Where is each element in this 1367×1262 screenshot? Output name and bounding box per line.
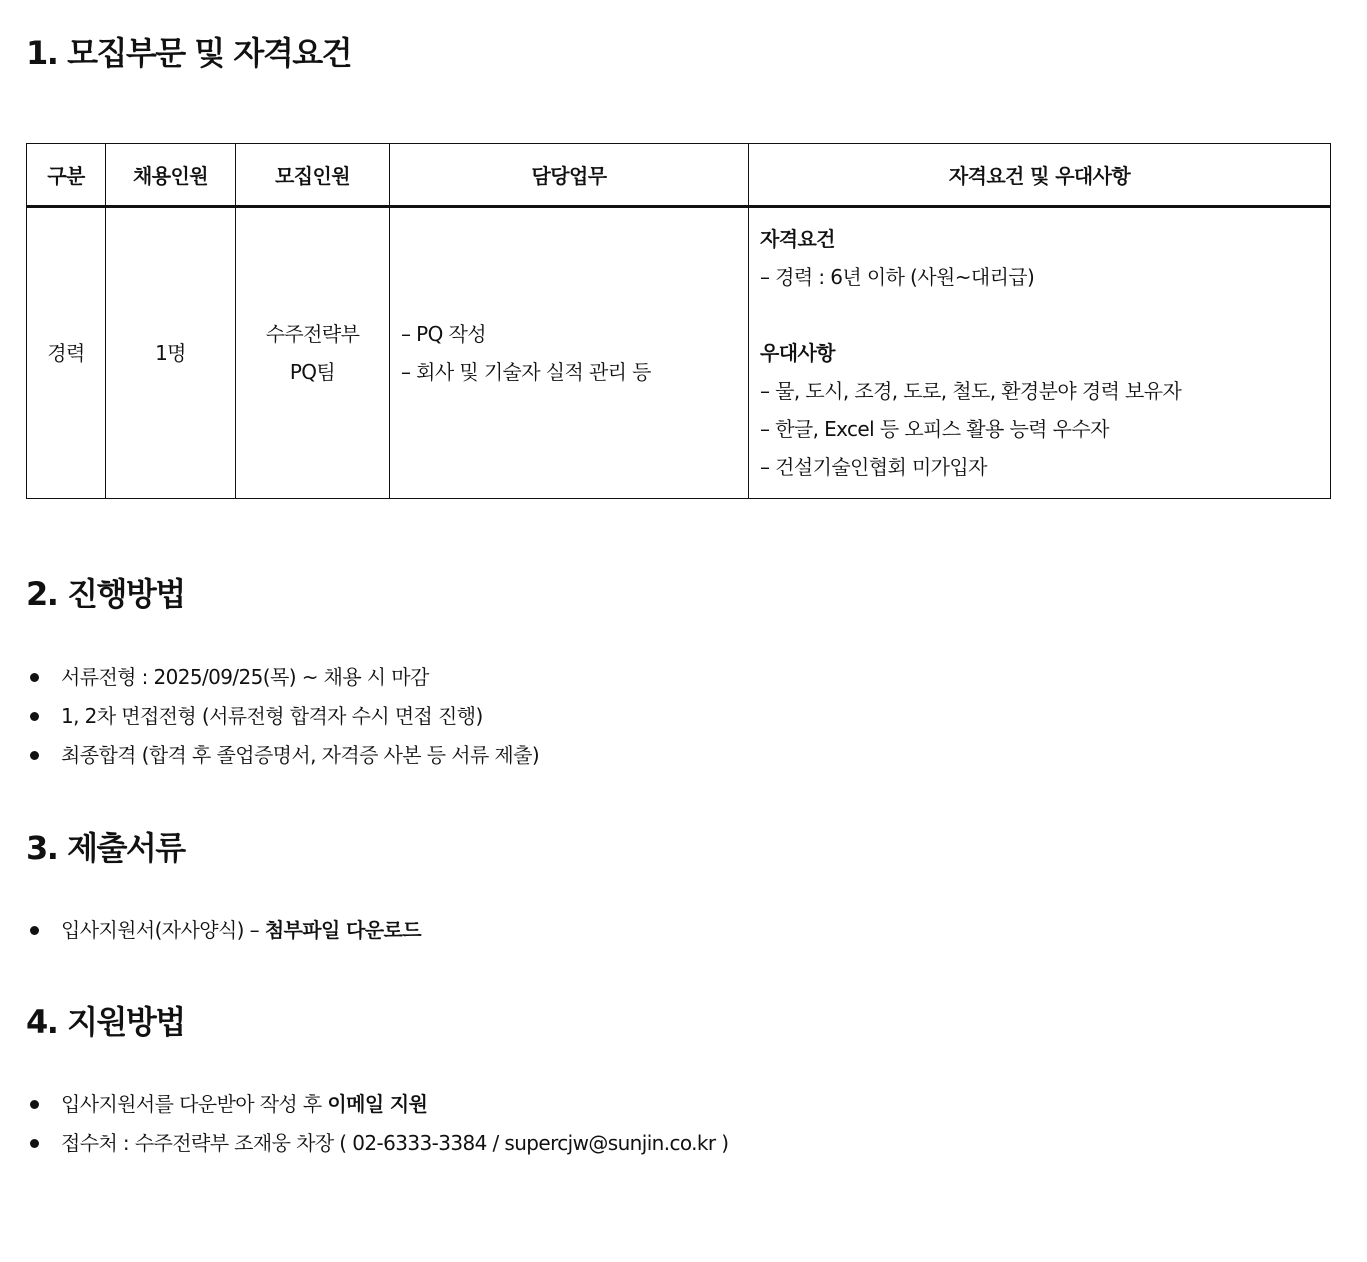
section-title-apply: 4. 지원방법 <box>26 1003 185 1041</box>
list-item <box>26 658 539 697</box>
cell-category: 경력 <box>27 207 106 499</box>
table-row <box>27 207 1331 499</box>
cell-duties <box>390 207 749 499</box>
team-name: PQ팀 <box>289 360 336 384</box>
cell-qualifications <box>749 207 1331 499</box>
list-item <box>26 1085 729 1124</box>
document-item: 입사지원서(자사양식) – <box>61 918 265 942</box>
duty-item: – 회사 및 기술자 실적 관리 등 <box>401 360 651 384</box>
process-step: 1, 2차 면접전형 (서류전형 합격자 수시 면접 진행) <box>61 704 483 728</box>
preference-item: – 한글, Excel 등 오피스 활용 능력 우수자 <box>760 417 1109 441</box>
section-title-recruitment: 1. 모집부문 및 자격요건 <box>26 34 352 72</box>
preference-title: 우대사항 <box>760 341 835 365</box>
process-step: 서류전형 : 2025/09/25(목) ~ 채용 시 마감 <box>61 665 429 689</box>
col-header-duties: 담당업무 <box>390 144 749 207</box>
documents-list <box>26 911 421 950</box>
bullet-icon <box>30 673 39 682</box>
apply-method: 이메일 지원 <box>327 1092 428 1116</box>
contact-info: 접수처 : 수주전략부 조재웅 차장 ( 02-6333-3384 / supercjw@sunjin.co.kr ) <box>61 1131 729 1155</box>
bullet-icon <box>30 712 39 721</box>
list-item <box>26 911 421 950</box>
bullet-icon <box>30 751 39 760</box>
bullet-icon <box>30 1100 39 1109</box>
process-list <box>26 658 539 775</box>
table-header-row <box>27 144 1331 207</box>
bullet-icon <box>30 926 39 935</box>
department-name: 수주전략부 <box>265 322 360 346</box>
section-title-process: 2. 진행방법 <box>26 575 185 613</box>
qualification-item: – 경력 : 6년 이하 (사원~대리급) <box>760 265 1035 289</box>
attachment-download-link[interactable]: 첨부파일 다운로드 <box>264 918 421 942</box>
preference-item: – 건설기술인협회 미가입자 <box>760 455 987 479</box>
cell-department <box>236 207 390 499</box>
section-title-documents: 3. 제출서류 <box>26 829 185 867</box>
apply-instruction: 입사지원서를 다운받아 작성 후 <box>61 1092 328 1116</box>
qualification-title: 자격요건 <box>760 227 835 251</box>
bullet-icon <box>30 1139 39 1148</box>
col-header-department: 모집인원 <box>236 144 390 207</box>
list-item <box>26 736 539 775</box>
list-item <box>26 697 539 736</box>
spacer <box>760 296 1330 334</box>
col-header-headcount: 채용인원 <box>106 144 236 207</box>
col-header-qualifications: 자격요건 및 우대사항 <box>749 144 1331 207</box>
recruitment-table <box>26 143 1331 499</box>
apply-list <box>26 1085 729 1163</box>
duty-item: – PQ 작성 <box>401 322 486 346</box>
list-item <box>26 1124 729 1163</box>
preference-item: – 물, 도시, 조경, 도로, 철도, 환경분야 경력 보유자 <box>760 379 1182 403</box>
cell-headcount: 1명 <box>106 207 236 499</box>
col-header-category: 구분 <box>27 144 106 207</box>
process-step: 최종합격 (합격 후 졸업증명서, 자격증 사본 등 서류 제출) <box>61 743 540 767</box>
